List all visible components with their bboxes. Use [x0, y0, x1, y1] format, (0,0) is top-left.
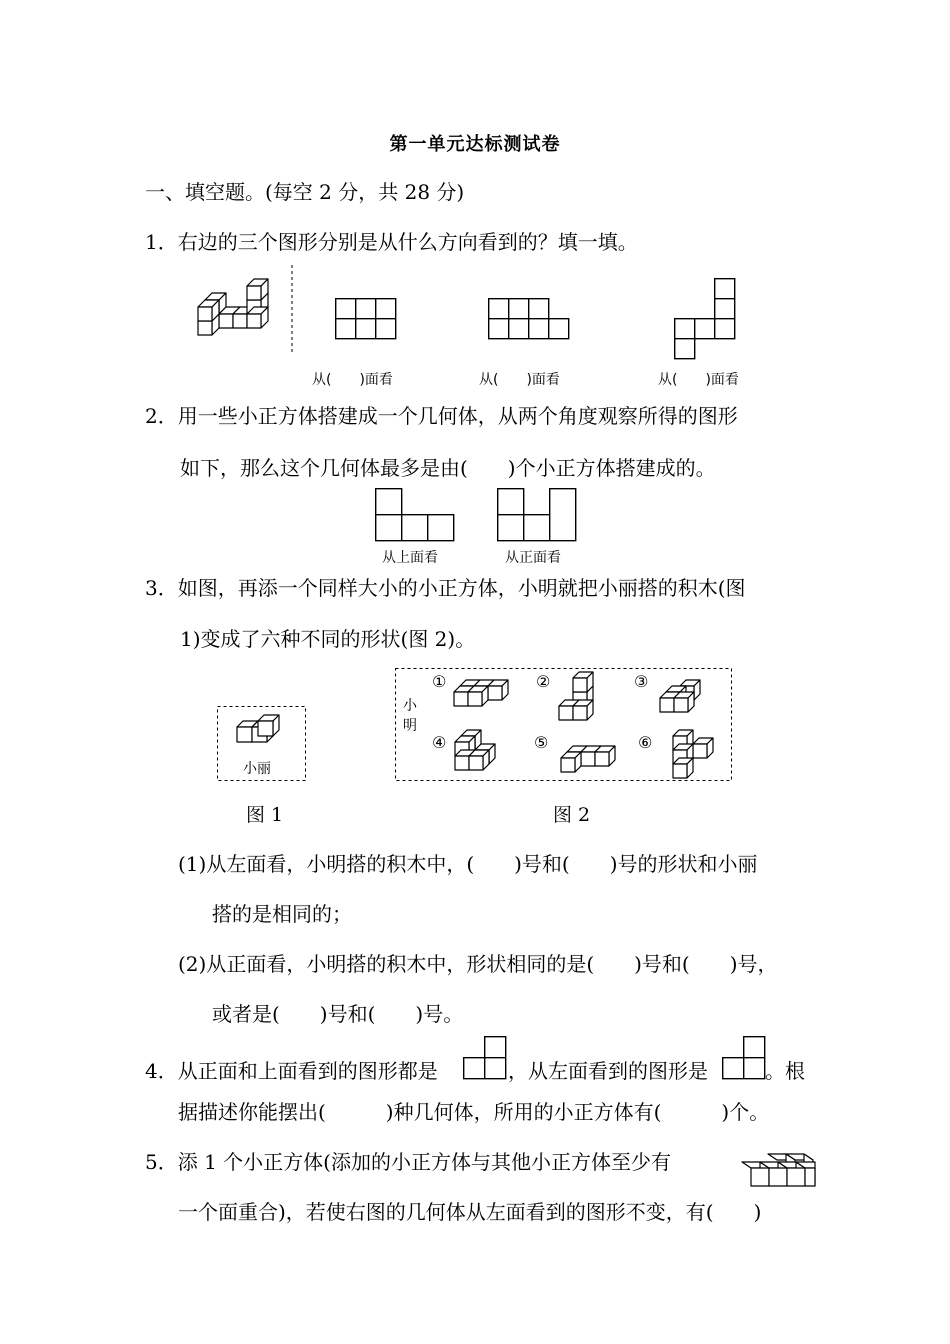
figure-2-caption: 图 2	[553, 804, 591, 826]
cube	[198, 300, 219, 321]
cube	[693, 738, 713, 758]
q3-sub1-line-2: 搭的是相同的；	[212, 902, 352, 926]
q1-answer-label-3: 从( )面看	[658, 372, 739, 388]
cube	[488, 680, 508, 700]
question-4-part-3: 。根	[765, 1059, 805, 1083]
xiaoli-label: 小丽	[243, 761, 271, 777]
divider-dashed	[290, 265, 294, 355]
cube	[673, 758, 693, 778]
shape-5	[561, 746, 615, 772]
q3-sub1-line-1: (1)从左面看，小明搭的积木中，( )号和( )号的形状和小丽	[178, 852, 758, 876]
shape-4	[455, 730, 495, 770]
cube	[468, 686, 488, 706]
question-2-line-1: 2．用一些小正方体搭建成一个几何体，从两个角度观察所得的图形	[145, 404, 738, 428]
figure-1-caption: 图 1	[246, 804, 284, 826]
question-5-line-1: 5．添 1 个小正方体(添加的小正方体与其他小正方体至少有	[145, 1150, 671, 1174]
q1-3d-figure	[190, 280, 280, 350]
question-4-part-1: 4．从正面和上面看到的图形都是	[145, 1059, 438, 1083]
shape-2	[559, 672, 593, 720]
cube	[674, 692, 694, 712]
mark-3: ③	[634, 672, 649, 691]
cube	[247, 279, 268, 300]
mark-2: ②	[536, 672, 551, 691]
xiaoming-label-2: 明	[403, 718, 417, 734]
cube	[247, 307, 268, 328]
question-4-part-2: ，从左面看到的图形是	[508, 1059, 708, 1083]
q2-top-view	[375, 488, 455, 542]
q4-front-top-shape	[463, 1036, 507, 1080]
q1-answer-label-2: 从( )面看	[479, 372, 560, 388]
question-3-line-1: 3．如图，再添一个同样大小的小正方体，小明就把小丽搭的积木(图	[145, 576, 746, 600]
mark-5: ⑤	[534, 733, 549, 752]
cube	[573, 700, 593, 720]
q2-label-top: 从上面看	[382, 550, 438, 566]
q3-sub2-line-2: 或者是( )号和( )号。	[212, 1002, 464, 1026]
question-4-line-2: 据描述你能摆出( )种几何体，所用的小正方体有( )个。	[178, 1100, 770, 1124]
mark-6: ⑥	[638, 733, 653, 752]
question-3-line-2: 1)变成了六种不同的形状(图 2)。	[180, 627, 476, 651]
shape-3	[660, 680, 700, 712]
shape-1	[454, 680, 508, 706]
q2-front-view	[497, 488, 577, 542]
q1-answer-label-1: 从( )面看	[312, 372, 393, 388]
q1-view-a	[335, 298, 397, 340]
mark-4: ④	[432, 733, 447, 752]
question-5-line-2: 一个面重合)，若使右图的几何体从左面看到的图形不变，有( )	[178, 1200, 762, 1224]
q4-left-shape	[722, 1036, 766, 1080]
cube	[561, 752, 581, 772]
section-heading: 一、填空题。(每空 2 分，共 28 分)	[145, 180, 465, 204]
q5-3d-figure	[742, 1150, 817, 1192]
mark-1: ①	[432, 672, 447, 691]
question-1-text: 1．右边的三个图形分别是从什么方向看到的？填一填。	[145, 230, 638, 254]
q3-sub2-line-1: (2)从正面看，小明搭的积木中，形状相同的是( )号和( )号，	[178, 952, 778, 976]
question-2-line-2: 如下，那么这个几何体最多是由( )个小正方体搭建成的。	[180, 456, 716, 480]
cube	[469, 750, 489, 770]
q1-view-c	[674, 278, 736, 360]
q2-label-front: 从正面看	[505, 550, 561, 566]
xiaoming-label-1: 小	[403, 698, 417, 714]
cube	[573, 672, 593, 692]
cube	[595, 746, 615, 766]
page-title: 第一单元达标测试卷	[389, 134, 561, 155]
shape-6	[673, 730, 713, 778]
cube	[258, 715, 279, 736]
q1-view-b	[488, 298, 570, 340]
